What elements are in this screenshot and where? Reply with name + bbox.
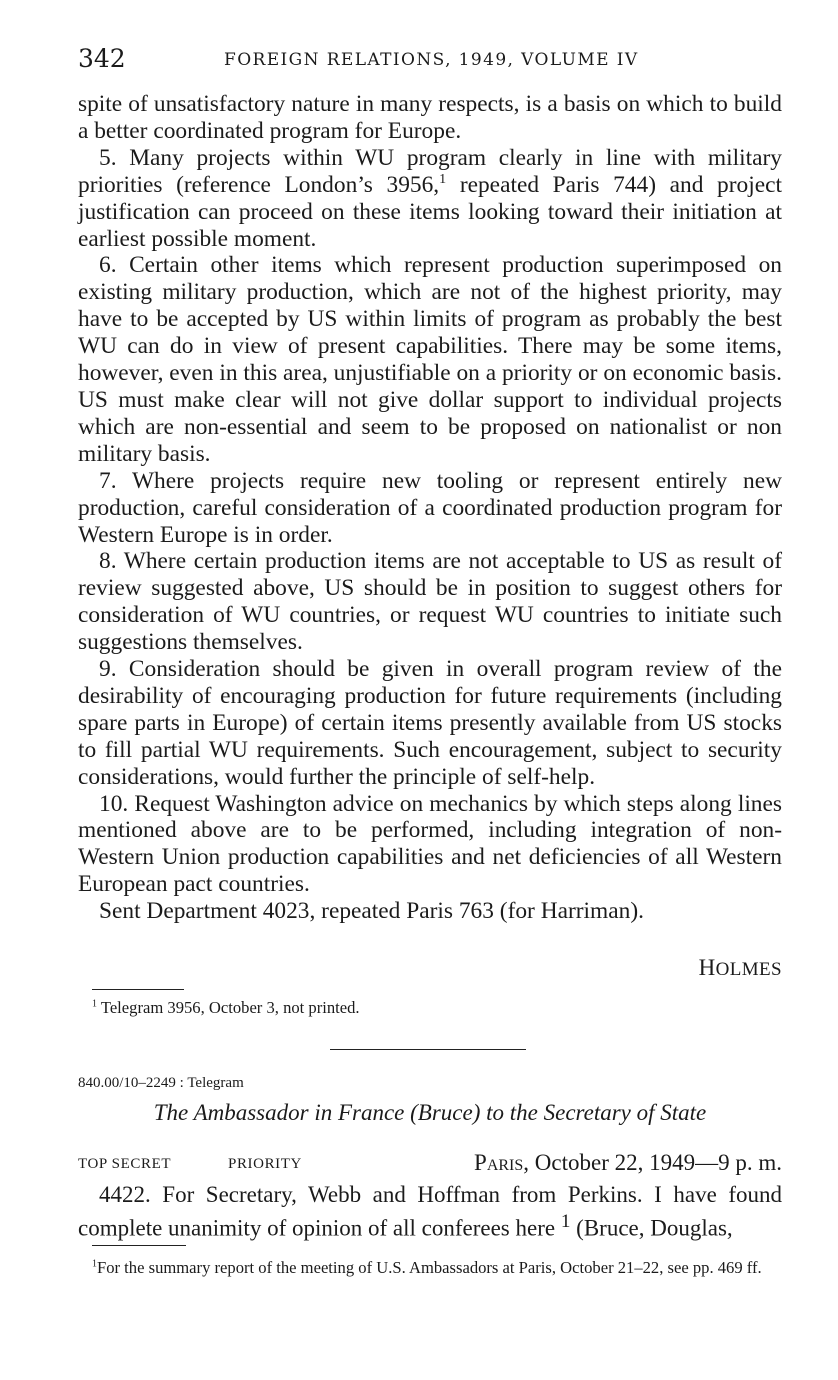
footnote-divider bbox=[92, 989, 184, 990]
footnote-2 bbox=[78, 1259, 782, 1276]
paragraph-5-text: 5. Many projects within WU program clearly in line with military priorities (reference London’s 3956, bbox=[78, 144, 782, 198]
precedence: PRIORITY bbox=[228, 1156, 302, 1172]
file-number: 840.00/10–2249 : Telegram bbox=[78, 1075, 244, 1091]
footnote-reference[interactable]: 1 bbox=[560, 1211, 571, 1232]
footnote-1-text: Telegram 3956, October 3, not printed. bbox=[100, 998, 360, 1017]
section-divider bbox=[330, 1049, 526, 1050]
date: October 22, 1949—9 p. m. bbox=[529, 1150, 782, 1175]
telegram-paragraph bbox=[78, 1181, 782, 1242]
footnote-1 bbox=[92, 999, 782, 1016]
document-title: The Ambassador in France (Bruce) to the Secretary of State bbox=[153, 1100, 707, 1125]
paragraph-5-text-end: repeated Paris 744) and project justification can proceed on these items looking toward their initiation at earliest possible moment. bbox=[78, 171, 782, 252]
paragraph-7: 7. Where projects require new tooling or represent entirely new production, careful consideration of a coordinated production program for Western Europe is in order. bbox=[78, 467, 782, 548]
signature-holmes: HOLMES bbox=[698, 955, 782, 980]
paragraph-continuation: spite of unsatisfactory nature in many respects, is a basis on which to build a better coordinated program for Europe. bbox=[78, 91, 782, 144]
paragraph-9: 9. Consideration should be given in overall program review of the desirability of encouraging production for future requirements (including spare parts in Europe) of certain items presently available from US stocks to fill partial WU requirements. Such encouragement, subject to security considerations, would further the principle of self-help. bbox=[78, 656, 782, 790]
footnote-2-text: For the summary report of the meeting of U.S. Ambassadors at Paris, October 21–22, see pp. 469 ff. bbox=[96, 1258, 762, 1277]
classification-line bbox=[78, 1150, 782, 1180]
footnote-2-mark: 1 bbox=[92, 1258, 97, 1270]
sent-line: Sent Department 4023, repeated Paris 763 (for Harriman). bbox=[99, 898, 644, 925]
telegram-text: 4422. For Secretary, Webb and Hoffman from Perkins. I have found complete unanimity of opinion of all conferees here bbox=[78, 1182, 782, 1241]
running-head bbox=[78, 44, 782, 78]
place-date bbox=[474, 1150, 782, 1176]
paragraph-5 bbox=[78, 145, 782, 253]
running-title: FOREIGN RELATIONS, 1949, VOLUME IV bbox=[224, 50, 639, 70]
telegram-body bbox=[78, 91, 782, 925]
telegram-4422 bbox=[78, 1181, 782, 1242]
footnote-divider bbox=[92, 1245, 186, 1246]
paragraph-8: 8. Where certain production items are not acceptable to US as result of review suggested above, US should be in position to suggest others for consideration of WU countries, or request WU countries to initiate such suggestions themselves. bbox=[78, 548, 782, 656]
classification: TOP SECRET bbox=[78, 1156, 172, 1172]
telegram-text-end: (Bruce, Douglas, bbox=[570, 1215, 733, 1241]
footnote-1-mark: 1 bbox=[92, 998, 97, 1010]
paragraph-10: 10. Request Washington advice on mechanics by which steps along lines mentioned above are to be performed, including integration of non-Western Union production capabilities and net deficiencies of all Western European pact countries. bbox=[78, 790, 782, 898]
place: Paris, bbox=[474, 1150, 530, 1175]
footnote-reference[interactable]: 1 bbox=[439, 170, 447, 187]
page-number: 342 bbox=[78, 44, 126, 73]
paragraph-6: 6. Certain other items which represent production superimposed on existing military production, which are not of the highest priority, may have to be accepted by US within limits of program as probably the best WU can do in view of present capabilities. There may be some items, however, even in this area, unjustifiable on a priority or on economic basis. US must make clear will not give dollar support to individual projects which are non-essential and seem to be proposed on nationalist or non military basis. bbox=[78, 252, 782, 467]
